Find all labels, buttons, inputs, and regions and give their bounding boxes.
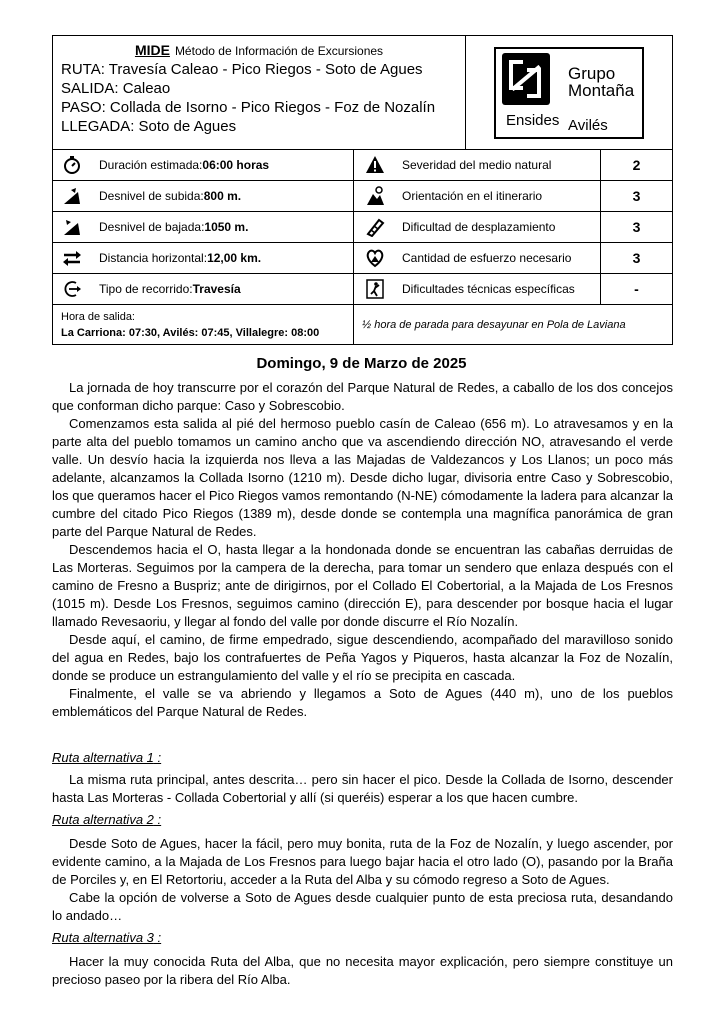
criterion-score: 3 — [601, 181, 672, 212]
criterion-movement — [354, 212, 601, 243]
criterion-score: 2 — [601, 150, 672, 181]
criterion-orientation — [354, 181, 601, 212]
effort-icon — [364, 247, 386, 269]
route-description — [52, 379, 673, 989]
paragraph: Desde aquí, el camino, de firme empedrado, sigue descendiendo, acompañado del maravilloso sonido del agua en Redes, bajo los contrafuertes de Peña Yagos y Piqueros, hasta alcanzar la Foz de Nozalín, donde se produce un estrangulamiento del valle y el río se precipita en cascada. — [52, 632, 673, 683]
paragraph: Descendemos hacia el O, hasta llegar a la hondonada donde se encuentran las cabañas derruidas de Las Morteras. Seguimos por la campera de la derecha, para tomar un sendero que enlaza después con el camino de Fresno a Buspriz; ante de dirigirnos, por el Collado El Cobertorial, a la Majada de Los Fresnos (1015 m). Desde Los Fresnos, seguimos camino (dirección E), para descender por bosque hacia el lugar llamado Revesaoriu, y llegar al fondo del valle por donde discurre el Río Nozalín. — [52, 542, 673, 629]
paragraph: Hacer la muy conocida Ruta del Alba, que no necesita mayor explicación, pero siempre constituye un precioso paseo por la ribera del Río Alba. — [52, 954, 673, 987]
arrows-icon — [61, 247, 83, 269]
stat-label: Distancia horizontal: — [99, 251, 208, 265]
stat-value: Travesía — [192, 282, 241, 296]
logo-text-montana: Montaña — [568, 80, 635, 100]
stat-distance — [53, 243, 354, 274]
route-name: RUTA: Travesía Caleao - Pico Riegos - Soto de Agues — [61, 61, 423, 78]
paragraph: Finalmente, el valle se va abriendo y llegamos a Soto de Agues (440 m), uno de los pueblos emblemáticos del Parque Natural de Redes. — [52, 686, 673, 719]
paragraph: Comenzamos esta salida al pié del hermoso pueblo casín de Caleao (656 m). Lo atravesamos y en la parte alta del pueblo tomamos un camino ancho que va ascendiendo dirección NO, atravesando el verde valle. Un desvío hacia la izquierda nos lleva a las Majadas de Valdezancos y Los Llanos; un poco más adelante, alcanzamos la Collada Isorno (1210 m). Desde dicho lugar, divisoria entre Caso y Sobrescobio, los que queramos hacer el Pico Riegos vamos remontando (N-NE) cómodamente la ladera para alcanzar la cumbre del citado Pico Riegos (1389 m), desde donde se contempla una magnífica panorámica de gran parte del Parque Natural de Redes. — [52, 416, 673, 539]
mide-header — [53, 36, 672, 150]
mide-subtitle: Método de Información de Excursiones — [174, 44, 384, 58]
logo-text-ensides: Ensides — [506, 111, 560, 129]
criterion-score: - — [601, 274, 672, 305]
alternative-1-heading: Ruta alternativa 1 : — [52, 750, 162, 765]
warning-icon — [364, 154, 386, 176]
departure-schedule: La Carriona: 07:30, Avilés: 07:45, Villalegre: 08:00 — [61, 326, 320, 339]
route-start: SALIDA: Caleao — [61, 80, 171, 97]
criterion-technical — [354, 274, 601, 305]
orientation-icon — [364, 185, 386, 207]
stat-label: Tipo de recorrido: — [99, 282, 193, 296]
stat-route-type — [53, 274, 354, 305]
stat-label: Desnivel de subida: — [99, 189, 204, 203]
stat-duration — [53, 150, 354, 181]
criterion-label: Severidad del medio natural — [402, 158, 552, 172]
criterion-label: Dificultades técnicas específicas — [402, 282, 575, 296]
route-type-icon — [61, 278, 83, 300]
criterion-label: Dificultad de desplazamiento — [402, 220, 556, 234]
page-title: Domingo, 9 de Marzo de 2025 — [256, 355, 467, 372]
climber-icon — [364, 278, 386, 300]
criterion-label: Orientación en el itinerario — [402, 189, 543, 203]
route-pass: PASO: Collada de Isorno - Pico Riegos - Foz de Nozalín — [61, 99, 436, 116]
stat-value: 12,00 km. — [207, 251, 262, 265]
logo-text-aviles: Avilés — [568, 116, 608, 134]
paragraph: Desde Soto de Agues, hacer la fácil, pero muy bonita, ruta de la Foz de Nozalín, y luego ascender, por evidente camino, a la Majada de Los Fresnos para luego bajar hacia el otro lado (O), pasando por la Braña de Porciles y, en El Retortoriu, acceder a la Ruta del Alba y su cómodo regreso a Soto de Agues. — [52, 836, 673, 887]
route-end: LLEGADA: Soto de Agues — [61, 118, 237, 135]
criterion-score: 3 — [601, 243, 672, 274]
criterion-label: Cantidad de esfuerzo necesario — [402, 251, 572, 265]
stat-label: Duración estimada: — [99, 158, 203, 172]
departure-label: Hora de salida: — [61, 310, 135, 323]
descent-icon — [61, 216, 83, 238]
stat-value: 06:00 horas — [202, 158, 270, 172]
route-summary — [53, 36, 466, 149]
stat-value: 800 m. — [203, 189, 242, 203]
logo-mark-icon — [502, 53, 550, 105]
paragraph: Cabe la opción de volverse a Soto de Agues desde cualquier punto de esta preciosa ruta, desandando lo andado… — [52, 890, 673, 923]
breakfast-note: ½ hora de parada para desayunar en Pola de Laviana — [362, 318, 626, 331]
logo-text-grupo: Grupo — [568, 63, 616, 83]
criterion-effort — [354, 243, 601, 274]
stat-descent — [53, 212, 354, 243]
criterion-severity — [354, 150, 601, 181]
alternative-2-heading: Ruta alternativa 2 : — [52, 812, 162, 827]
ascent-icon — [61, 185, 83, 207]
paragraph: La misma ruta principal, antes descrita… pero sin hacer el pico. Desde la Collada de Isorno, descender hasta Las Morteras - Collada Cobertorial y allí (si queréis) esperar a los que hacen cumbre. — [52, 772, 673, 805]
mide-stats-table — [53, 150, 672, 344]
stat-label: Desnivel de bajada: — [99, 220, 205, 234]
boot-icon — [364, 216, 386, 238]
mide-heading — [61, 42, 457, 58]
alternative-3-heading: Ruta alternativa 3 : — [52, 930, 162, 945]
mide-label: MIDE — [134, 42, 170, 58]
logo-frame — [494, 47, 644, 139]
stat-value: 1050 m. — [204, 220, 249, 234]
departure-times — [53, 305, 354, 344]
mide-info-box — [52, 35, 673, 345]
stopwatch-icon — [61, 154, 83, 176]
club-logo — [466, 36, 672, 149]
stat-ascent — [53, 181, 354, 212]
criterion-score: 3 — [601, 212, 672, 243]
paragraph: La jornada de hoy transcurre por el corazón del Parque Natural de Redes, a caballo de los dos concejos que conforman dicho parque: Caso y Sobrescobio. — [52, 380, 673, 413]
